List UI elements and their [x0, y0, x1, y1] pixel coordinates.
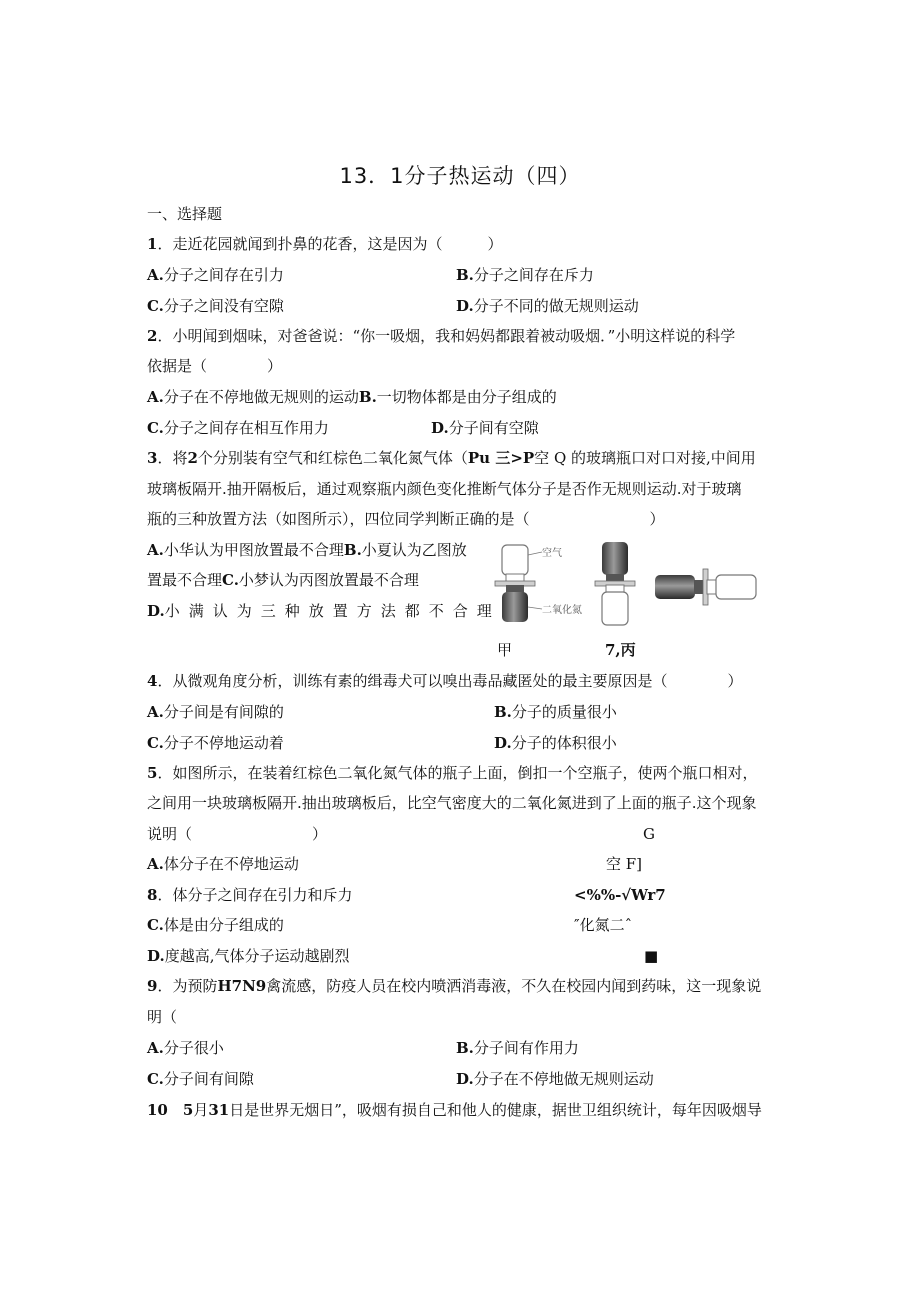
setup-jia	[495, 545, 582, 622]
setup-yi	[595, 542, 635, 625]
question-3-stem-cont: 瓶的三种放置方法（如图所示），四位同学判断正确的是（ ）	[147, 510, 665, 528]
option-text: 分子之间存在相互作用力	[163, 419, 329, 437]
q4-option-b	[494, 702, 617, 722]
question-2-stem-cont: 依据是（ ）	[147, 357, 283, 375]
option-key: D.	[147, 947, 165, 965]
q4-option-c	[147, 733, 284, 753]
option-text: 小夏认为乙图放	[361, 541, 467, 559]
q4-option-a	[147, 702, 284, 722]
option-text: 分子间有间隙	[163, 1070, 254, 1088]
question-10-stem: 10 5月31日是世界无烟日”，吸烟有损自己和他人的健康，据世卫组织统计，每年因吸烟导	[147, 1101, 762, 1119]
question-9-stem: 9．为预防H7N9禽流感，防疫人员在校内喷洒消毒液，不久在校园内闻到药味，这一现象说	[147, 977, 762, 995]
option-text: 体是由分子组成的	[163, 916, 284, 934]
q3-options-ab	[147, 540, 467, 560]
option-key: 8	[147, 886, 158, 904]
q1-option-a	[147, 265, 284, 285]
option-text: 体分子在不停地运动	[163, 855, 299, 873]
option-key: A.	[147, 541, 164, 559]
question-5-stem-cont: 说明（ ）	[147, 825, 328, 843]
figure-fragment: G	[643, 825, 655, 843]
option-key: B.	[494, 703, 512, 721]
option-text: 度越高,气体分子运动越剧烈	[164, 947, 350, 965]
air-bottle	[716, 575, 756, 599]
no2-bottle	[502, 592, 528, 622]
question-5-stem	[147, 763, 757, 783]
option-key: C.	[222, 571, 239, 589]
bottle-neck	[694, 580, 704, 594]
q2-options-ab	[147, 387, 557, 407]
option-text: 分子之间存在斥力	[473, 266, 594, 284]
label-leader	[528, 607, 542, 609]
option-key: A.	[147, 388, 164, 406]
air-bottle	[502, 545, 528, 575]
question-2-stem	[147, 326, 735, 346]
question-number: 3	[147, 449, 158, 467]
option-key: C.	[147, 419, 164, 437]
question-text: ．如图所示，在装着红棕色二氧化氮气体的瓶子上面，倒扣一个空瓶子，使两个瓶口相对，	[157, 764, 758, 782]
option-key: A.	[147, 1039, 164, 1057]
option-key: C.	[147, 1070, 164, 1088]
q9-option-a	[147, 1038, 224, 1058]
q5-option-d	[147, 946, 349, 966]
question-text: ．从微观角度分析，训练有素的缉毒犬可以嗅出毒品藏匿处的最主要原因是（ ）	[157, 672, 743, 690]
option-text: 分子间有空隙	[448, 419, 539, 437]
option-key: B.	[358, 388, 377, 406]
question-number: 4	[147, 672, 158, 690]
option-key: D.	[431, 419, 449, 437]
option-text: 分子在不停地做无规则运动	[473, 1070, 654, 1088]
option-key: D.	[494, 734, 512, 752]
q9-option-b	[456, 1038, 579, 1058]
question-9-stem-cont: 明（	[147, 1008, 178, 1026]
figure-label-no2: 二氧化氮	[542, 605, 582, 616]
option-key: A.	[147, 703, 164, 721]
option-key: A.	[147, 266, 164, 284]
option-key: B.	[456, 1039, 474, 1057]
figure-fragment: 空 F]	[606, 855, 643, 873]
question-3-stem: 3．将2个分别装有空气和红棕色二氧化氮气体（Pu 三>P空 Q 的玻璃瓶口对口对接,中间用	[147, 449, 756, 467]
label-leader	[528, 552, 542, 555]
option-text: 分子不同的做无规则运动	[473, 297, 639, 315]
option-text: 分子的质量很小	[511, 703, 617, 721]
option-key: B.	[456, 266, 474, 284]
question-3-stem-cont: 玻璃板隔开.抽开隔板后，通过观察瓶内颜色变化推断气体分子是否作无规则运动.对于玻璃	[147, 480, 742, 498]
q2-option-c	[147, 418, 329, 438]
q5-option-b	[147, 885, 352, 905]
option-key: D.	[147, 602, 165, 620]
option-text: 分子间是有间隙的	[163, 703, 284, 721]
air-bottle	[602, 592, 628, 625]
option-text: 分子很小	[163, 1039, 224, 1057]
section-heading: 一、选择题	[147, 205, 223, 223]
option-key: C.	[147, 916, 164, 934]
no2-bottle	[655, 575, 695, 599]
option-key: D.	[456, 297, 474, 315]
figure-fragment: <%%-√Wr7	[574, 886, 666, 904]
setup-bing	[655, 569, 756, 605]
figure-label-air: 空气	[542, 548, 562, 559]
q5-option-a	[147, 854, 299, 874]
question-4-stem	[147, 671, 742, 691]
q4-option-d	[494, 733, 617, 753]
figure-caption-jia: 甲	[497, 641, 513, 659]
option-text: 小梦认为丙图放置最不合理	[238, 571, 419, 589]
q1-option-d	[456, 296, 639, 316]
figure-fragment: ■	[644, 947, 659, 965]
option-text: 分子之间存在引力	[163, 266, 284, 284]
option-text: 分子在不停地做无规则的运动	[163, 388, 359, 406]
option-text: 分子间有作用力	[473, 1039, 579, 1057]
q3-options-bc	[147, 570, 419, 590]
option-text: 一切物体都是由分子组成的	[376, 388, 557, 406]
option-text: 分子的体积很小	[511, 734, 617, 752]
option-text: ．体分子之间存在引力和斥力	[157, 886, 353, 904]
option-text: 小华认为甲图放置最不合理	[163, 541, 344, 559]
question-number: 5	[147, 764, 158, 782]
page-title: 13．1分子热运动（四）	[339, 164, 581, 188]
option-text: 置最不合理	[147, 571, 223, 589]
figure-fragment: ″化氮二ˆ	[574, 916, 633, 934]
option-key: D.	[456, 1070, 474, 1088]
option-text: 小满认为三种放置方法都不合理	[164, 602, 501, 620]
option-key: B.	[343, 541, 362, 559]
question-number: 9	[147, 977, 158, 995]
option-key: C.	[147, 734, 164, 752]
question-number: 2	[147, 327, 158, 345]
q9-option-c	[147, 1069, 254, 1089]
q2-option-d	[431, 418, 539, 438]
figure-caption-rest: 7,丙	[605, 641, 636, 659]
question-1-stem	[147, 234, 502, 254]
q1-option-b	[456, 265, 594, 285]
option-text: 分子之间没有空隙	[163, 297, 284, 315]
bottle-arrangement-figure	[490, 537, 765, 632]
question-text: ．小明闻到烟味，对爸爸说：“你一吸烟，我和妈妈都跟着被动吸烟．”小明这样说的科学	[157, 327, 736, 345]
option-key: C.	[147, 297, 164, 315]
q3-option-d	[147, 601, 501, 621]
no2-bottle	[602, 542, 628, 575]
question-number: 10 5	[147, 1101, 194, 1119]
q5-option-c	[147, 915, 284, 935]
bottle-neck	[506, 585, 524, 593]
option-text: 分子不停地运动着	[163, 734, 284, 752]
question-number: 1	[147, 235, 158, 253]
option-key: A.	[147, 855, 164, 873]
q1-option-c	[147, 296, 284, 316]
question-5-stem-cont: 之间用一块玻璃板隔开.抽出玻璃板后，比空气密度大的二氧化氮进到了上面的瓶子.这个现象	[147, 794, 757, 812]
q9-option-d	[456, 1069, 654, 1089]
question-text: ．走近花园就闻到扑鼻的花香，这是因为（ ）	[157, 235, 503, 253]
